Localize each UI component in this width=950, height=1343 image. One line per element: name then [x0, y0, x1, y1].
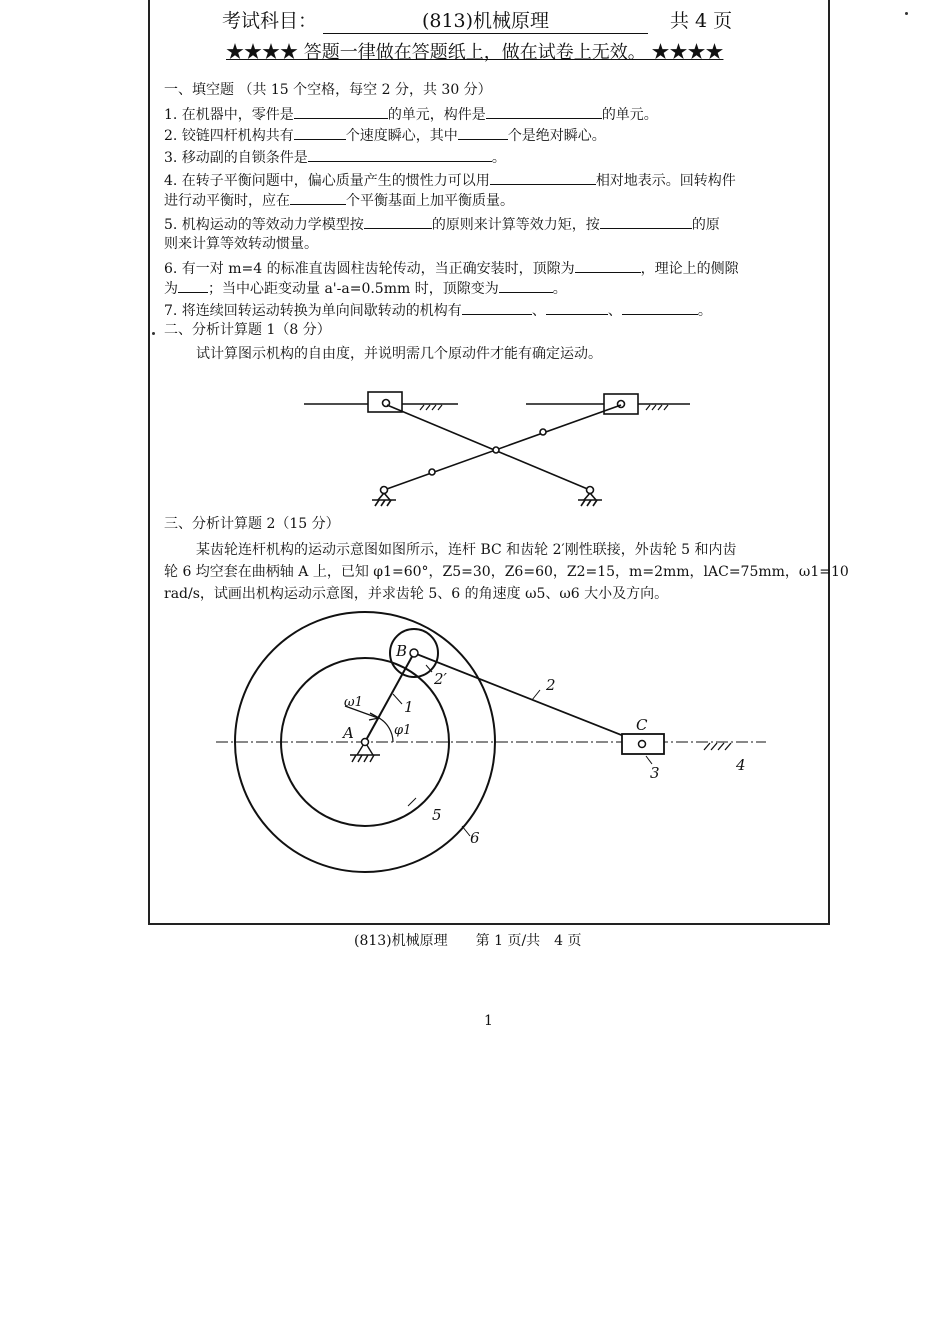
ground-4-hatch — [704, 743, 731, 750]
q6-text-e: 。 — [552, 281, 567, 297]
page-number: 1 — [484, 1013, 493, 1029]
scan-speck — [152, 332, 155, 335]
q7-sep-1: 、 — [531, 303, 546, 319]
q4-text-d: 个平衡基面上加平衡质量。 — [346, 193, 514, 209]
section3-title: 三、分析计算题 2（15 分） — [164, 516, 340, 532]
scan-speck — [905, 12, 908, 15]
q5-text-c: 的原 — [691, 217, 720, 233]
label-1: 1 — [404, 698, 414, 716]
q7-text-a: 7. 将连续回转运动转换为单向间歇转动的机构有 — [164, 303, 462, 319]
label-omega1: ω1 — [344, 695, 363, 710]
q4-text-a: 4. 在转子平衡问题中，偏心质量产生的惯性力可以用 — [164, 173, 490, 189]
q6-text-a: 6. 有一对 m=4 的标准直齿圆柱齿轮传动，当正确安装时，顶隙为 — [164, 261, 575, 277]
q3-text-a: 3. 移动副的自锁条件是 — [164, 150, 308, 166]
q6-text-d: ；当中心距变动量 a'-a=0.5mm 时，顶隙变为 — [208, 281, 499, 297]
q7-sep-2: 、 — [607, 303, 622, 319]
label-B: B — [396, 642, 408, 660]
section2-title: 二、分析计算题 1（8 分） — [164, 322, 331, 338]
subject-label: 考试科目： — [222, 10, 318, 32]
label-4: 4 — [736, 756, 746, 774]
section3-line2: 轮 6 均空套在曲柄轴 A 上，已知 φ1=60°，Z5=30，Z6=60，Z2=15，m=2mm，lAC=75mm，ω1=10 — [164, 564, 849, 580]
label-2prime: 2′ — [434, 670, 447, 688]
page-footer: (813)机械原理 第 1 页/共 4 页 — [354, 933, 582, 949]
joint-B — [410, 649, 418, 657]
label-phi1: φ1 — [394, 723, 412, 738]
label-C: C — [636, 716, 648, 734]
q5-text-a: 5. 机构运动的等效动力学模型按 — [164, 217, 364, 233]
q6-text-c: 为 — [164, 281, 178, 297]
label-3: 3 — [650, 764, 660, 782]
section3-line3: rad/s，试画出机构运动示意图，并求齿轮 5、6 的角速度 ω5、ω6 大小及方向。 — [164, 586, 669, 602]
label-6: 6 — [470, 829, 480, 847]
q2-text-c: 个是绝对瞬心。 — [507, 128, 606, 144]
label-5: 5 — [432, 806, 442, 824]
question-5-line2: 则来计算等效转动惯量。 — [164, 236, 318, 252]
label-2: 2 — [546, 676, 556, 694]
q4-text-b: 相对地表示。回转构件 — [595, 173, 736, 189]
label-A: A — [343, 724, 354, 742]
q6-text-b: ，理论上的侧隙 — [640, 261, 739, 277]
q2-text-a: 2. 铰链四杆机构共有 — [164, 128, 294, 144]
section3-line1: 某齿轮连杆机构的运动示意图如图所示，连杆 BC 和齿轮 2′刚性联接，外齿轮 5 和内齿 — [196, 542, 737, 558]
q1-text-a: 1. 在机器中，零件是 — [164, 107, 294, 123]
q1-text-c: 的单元。 — [601, 107, 658, 123]
q4-text-c: 进行动平衡时，应在 — [164, 193, 290, 209]
q1-text-b: 的单元，构件是 — [387, 107, 486, 123]
phi1-arc — [379, 718, 393, 742]
section1-title: 一、填空题 （共 15 个空格，每空 2 分，共 30 分） — [164, 82, 492, 98]
q7-text-end: 。 — [697, 303, 712, 319]
q3-text-b: 。 — [491, 150, 506, 166]
q2-text-b: 个速度瞬心，其中 — [345, 128, 458, 144]
q5-text-b: 的原则来计算等效力矩，按 — [431, 217, 600, 233]
page-count: 共 4 页 — [670, 10, 733, 32]
section2-body: 试计算图示机构的自由度，并说明需几个原动件才能有确定运动。 — [196, 346, 602, 362]
exam-notice: ★★★★ 答题一律做在答题纸上，做在试卷上无效。 ★★★★ — [226, 42, 724, 63]
subject-name: (813)机械原理 — [323, 6, 648, 34]
